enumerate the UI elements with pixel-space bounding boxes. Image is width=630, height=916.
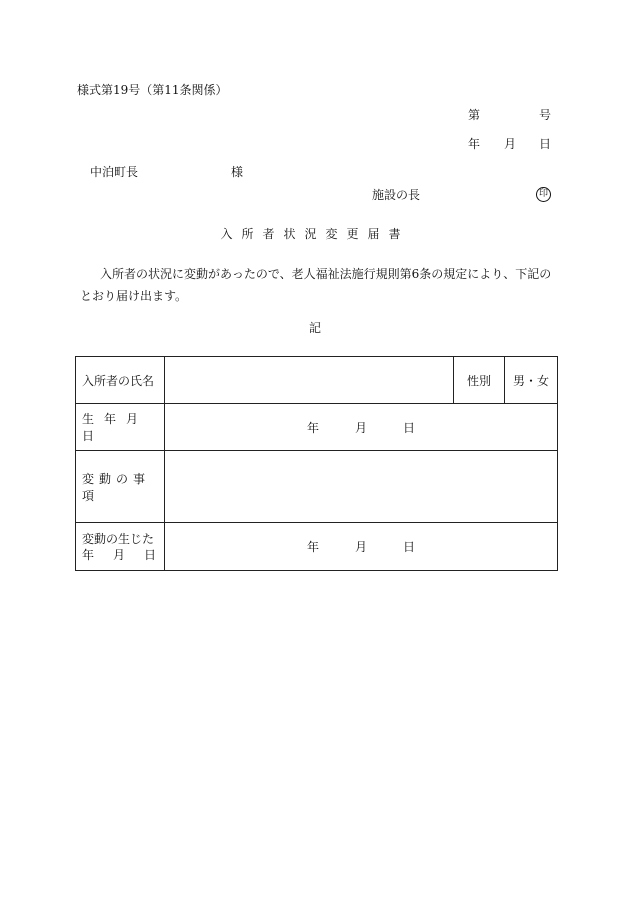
birthdate-month: 月 — [354, 420, 367, 435]
ki-heading: 記 — [308, 321, 321, 335]
name-label: 入所者の氏名 — [76, 357, 165, 404]
table-row-name — [76, 357, 558, 404]
change-date-label-day: 日 — [143, 547, 156, 562]
change-date-label-line2 — [82, 547, 156, 563]
change-label: 変動の事項 — [76, 451, 165, 523]
table-row-birthdate — [76, 404, 558, 451]
addressee: 中泊町長 — [90, 165, 139, 179]
seal-icon: 印 — [536, 187, 551, 202]
form-table — [75, 356, 558, 571]
applicant-title: 施設の長 — [372, 188, 421, 202]
change-date-day: 日 — [403, 540, 416, 554]
body-text: 入所者の状況に変動があったので、老人福祉法施行規則第6条の規定により、下記のとおり届け出ます。 — [80, 267, 552, 303]
change-field[interactable] — [165, 451, 558, 523]
change-date-label — [76, 523, 165, 571]
date-day-label: 日 — [539, 137, 552, 151]
sex-label: 性別 — [454, 357, 505, 404]
change-date-label-month: 月 — [112, 547, 125, 562]
honorific: 様 — [231, 165, 244, 179]
birthdate-day: 日 — [403, 420, 416, 435]
number-suffix: 号 — [539, 108, 552, 122]
form-number: 様式第19号（第11条関係） — [77, 83, 228, 97]
name-field[interactable] — [165, 357, 454, 404]
change-date-month: 月 — [354, 540, 367, 554]
birthdate-field[interactable] — [165, 404, 558, 451]
change-date-year: 年 — [306, 540, 319, 554]
change-date-field[interactable] — [165, 523, 558, 571]
number-prefix: 第 — [468, 108, 481, 122]
table-row-change — [76, 451, 558, 523]
date-month-label: 月 — [504, 137, 517, 151]
birthdate-label: 生年月日 — [76, 404, 165, 451]
date-year-label: 年 — [468, 137, 481, 151]
change-date-label-line1: 変動の生じた — [82, 531, 155, 546]
document-title: 入所者状況変更届書 — [220, 227, 410, 241]
birthdate-year: 年 — [306, 420, 319, 435]
change-date-label-year: 年 — [82, 547, 95, 562]
sex-options[interactable]: 男・女 — [505, 357, 558, 404]
table-row-change-date — [76, 523, 558, 571]
